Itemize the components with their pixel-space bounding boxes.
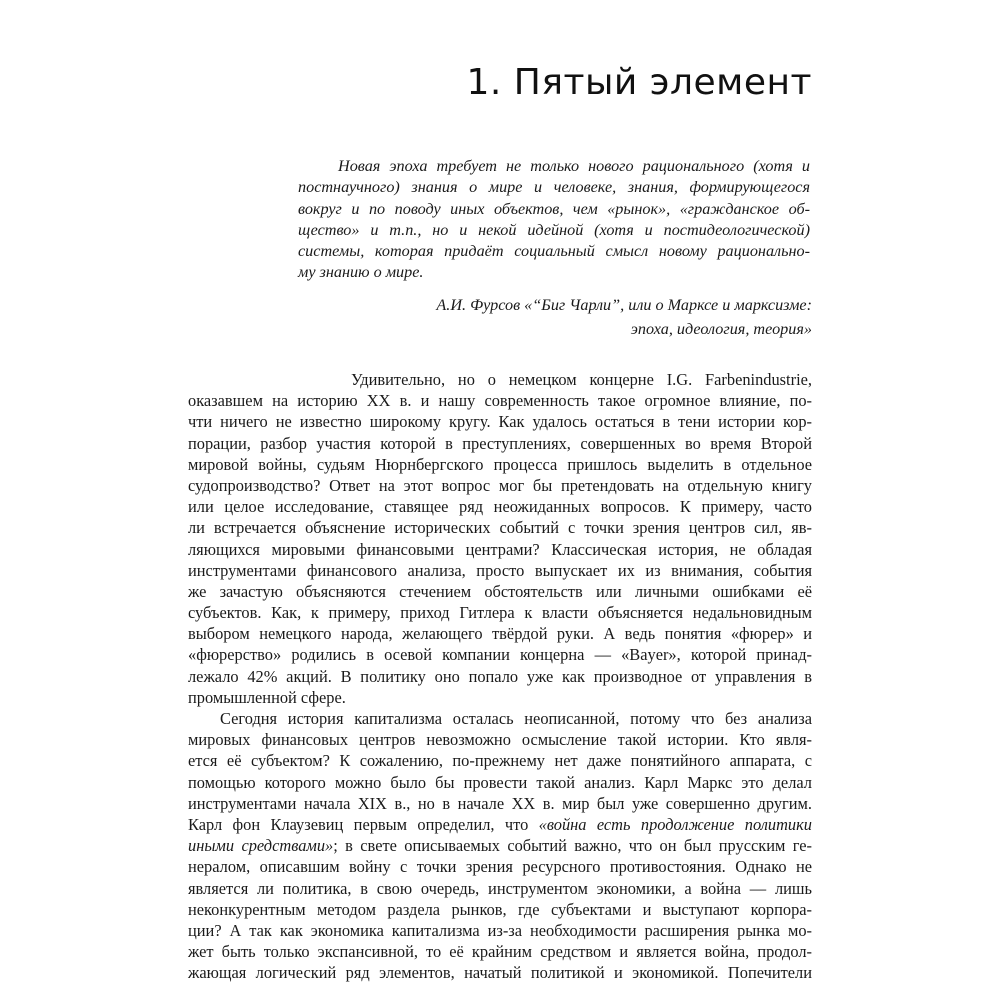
text-line xyxy=(188,835,812,856)
attribution-line: эпоха, идеология, теория» xyxy=(630,320,812,338)
paragraph-1 xyxy=(188,369,812,708)
epigraph-line: му знанию о мире. xyxy=(298,263,424,282)
text-line: жет быть только экспансивной, то её крайним средством и является война, продол- xyxy=(188,942,812,962)
text-line: мировой войны, судьям Нюрнбергского процесса пришлось выделить в отдельное xyxy=(188,454,812,474)
epigraph-line: вокруг и по поводу иных объектов, чем «рынок», «гражданское об- xyxy=(298,199,810,218)
text-line: судопроизводство? Ответ на этот вопрос мог бы претендовать на отдельную книгу xyxy=(188,475,812,495)
epigraph-line: постнаучного) знания о мире и человеке, знания, формирующегося xyxy=(298,178,810,197)
text-line: ляющихся мировыми финансовыми центрами? Классическая история, не обладая xyxy=(188,539,812,559)
text-line: мировых финансовых центров невозможно осмысление такой истории. Кто явля- xyxy=(188,730,812,750)
epigraph xyxy=(298,156,810,284)
text-segment: ; в свете описываемых событий важно, что он был прусским ге- xyxy=(333,836,812,856)
text-line: помощью которого можно было бы провести такой анализ. Карл Маркс это делал xyxy=(188,772,812,792)
text-line: ции? А так как экономика капитализма из-за необходимости расширения рынка мо- xyxy=(188,920,812,940)
text-line: ется её субъектом? К сожалению, по-прежнему нет даже понятийного аппарата, с xyxy=(188,751,812,771)
text-line: инструментами финансового анализа, просто выпускает их из внимания, события xyxy=(188,560,812,580)
text-line: ли встречается объяснение исторических событий с точки зрения центров сил, яв- xyxy=(188,518,812,538)
text-line xyxy=(188,814,812,835)
text-line: чти ничего не известно широкому кругу. Как удалось остаться в тени истории кор- xyxy=(188,412,812,432)
text-line: или целое исследование, ставящее ряд неожиданных вопросов. К примеру, часто xyxy=(188,497,812,517)
attribution-line: А.И. Фурсов «“Биг Чарли”, или о Марксе и марксизме: xyxy=(436,296,812,314)
text-line: выбором немецкого народа, желающего твёрдой руки. А ведь понятия «фюрер» и xyxy=(188,624,812,644)
epigraph-line: щество» и т.п., но и некой идейной (хотя и постидеологической) xyxy=(298,220,810,239)
chapter-title: 1. Пятый элемент xyxy=(466,62,812,103)
clausewitz-quote: «война есть продолжение политики xyxy=(538,814,812,834)
text-line: порации, разбор участия которой в преступлениях, совершенных во время Второй xyxy=(188,433,812,453)
paragraph-2 xyxy=(188,708,812,983)
text-line: промышленной сфере. xyxy=(188,687,346,707)
epigraph-line: Новая эпоха требует не только нового рационального (хотя и xyxy=(338,157,810,175)
text-line: является ли политика, в свою очередь, инструментом экономики, а война — лишь xyxy=(188,878,812,898)
epigraph-attribution xyxy=(436,293,812,341)
text-line: Удивительно, но о немецком концерне I.G. Farbenindustrie, xyxy=(351,370,812,389)
text-line: субъектов. Как, к примеру, приход Гитлера к власти объясняется недальновидным xyxy=(188,603,812,623)
epigraph-line: системы, которая придаёт социальный смысл новому рационально- xyxy=(298,242,810,261)
text-segment: Карл фон Клаузевиц первым определил, что xyxy=(188,814,529,834)
text-line: жающая логический ряд элементов, начатый политикой и экономикой. Попечители xyxy=(188,963,812,983)
clausewitz-quote: иными средствами» xyxy=(188,836,334,856)
text-line: лежало 42% акций. В политику оно попало уже как производное от управления в xyxy=(188,666,812,686)
body-text xyxy=(188,369,812,983)
text-line: «фюрерство» родились в осевой компании концерна — «Bayer», которой принад- xyxy=(188,645,812,665)
text-line: же зачастую объясняются стечением обстоятельств или личными ошибками её xyxy=(188,581,812,601)
text-line: неконкурентным методом раздела рынков, где субъектами и выступают корпора- xyxy=(188,899,812,919)
text-line: нералом, описавшим войну с точки зрения ресурсного противостояния. Однако не xyxy=(188,857,812,877)
text-line: оказавшем на историю XX в. и нашу современность такое огромное влияние, по- xyxy=(188,391,812,411)
text-line: инструментами начала XIX в., но в начале XX в. мир был уже совершенно другим. xyxy=(188,793,812,813)
text-line: Сегодня история капитализма осталась неописанной, потому что без анализа xyxy=(220,709,812,728)
